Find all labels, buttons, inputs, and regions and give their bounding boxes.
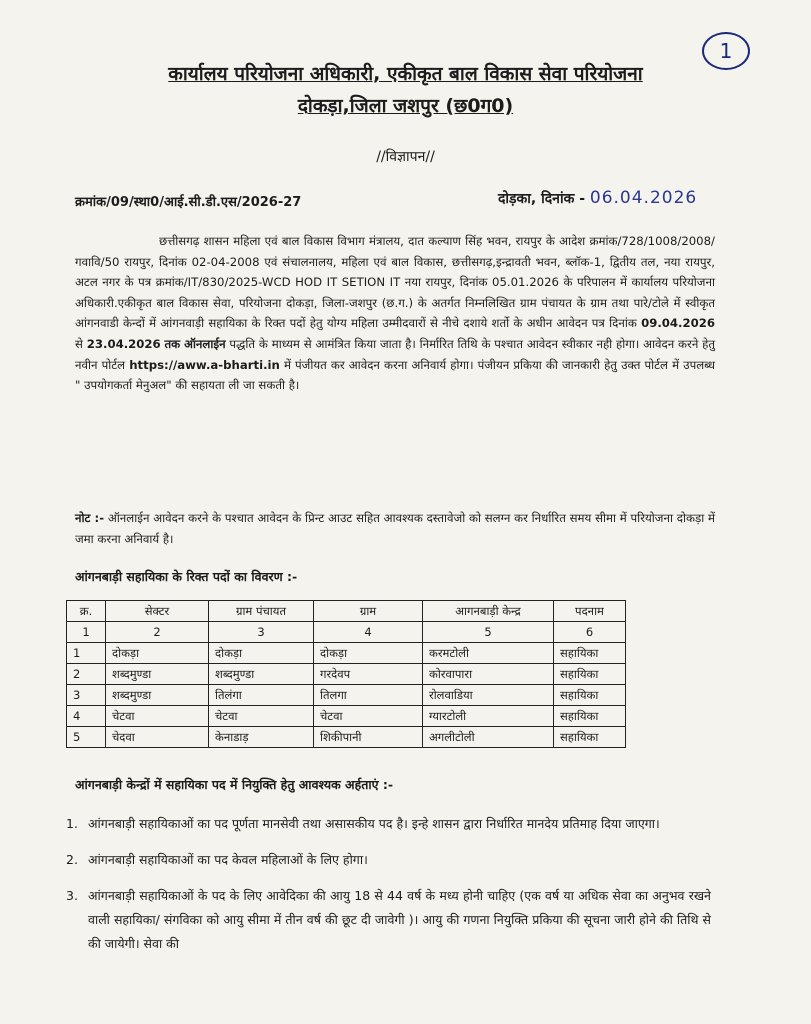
cell-anganwadi-centre: कोरवापारा xyxy=(423,664,554,685)
paragraph-text-a: छत्तीसगढ़ शासन महिला एवं बाल विकास विभाग मंत्रालय, दात कल्याण सिंह भवन, रायपुर के आदेश क्रमांक/728/1008/2008/गवावि/50 रायपुर, दिनांक 02-04-2008 एवं संचालनालय, महिला एवं बाल विकास, छत्तीसगढ़,इन्द्रावती भवन, ब्लॉक-1, द्वितीय तल, नया रायपुर, अटल नगर के पत्र क्रमांक/IT/830/2025-WCD HOD IT SETION IT नया रायपुर, दिनांक 05.01.2026 के परिपालन में कार्यालय परियोजना अधिकारी.एकीकृत बाल विकास सेवा, परियोजना दोकड़ा, जिला-जशपुर (छ.ग.) के अतर्गत निम्नलिखित ग्राम पंचायत के ग्राम तथा पारे/टोले में स्वीकृत आंगनवाडी केन्दों में आंगनवाड़ी सहायिका के रिक्त पदों हेतु योग्य महिला उम्मीदवारों से नीचे दशाये शर्तो के अधीन आवेदन पत्र दिनांक xyxy=(75,234,715,331)
cell-anganwadi-centre: ग्यारटोली xyxy=(423,706,554,727)
paragraph-text-b: से xyxy=(75,336,83,351)
vacancy-section-title: आंगनबाड़ी सहायिका के रिक्त पदों का विवरण :- xyxy=(75,569,298,584)
table-row xyxy=(67,706,626,727)
table-row xyxy=(67,727,626,748)
paragraph-text-d: पद्धति के माध्यम से आमंत्रित किया जाता है। निर्मारित तिथि के पश्चात आवेदन स्वीकार नही होगा। आवेदन करने हेतु नवीन पोर्टल xyxy=(75,336,715,372)
list-item xyxy=(66,848,711,872)
item-text: आंगनबाड़ी सहायिकाओं का पद पूर्णता मानसेवी तथा असासकीय पद है। इन्हे शासन द्वारा निर्धारित मानदेय प्रतिमाह दिया जाएगा। xyxy=(88,816,660,831)
cell-gram: दोकड़ा xyxy=(314,643,423,664)
cell-gram-panchayat: चेटवा xyxy=(209,706,314,727)
index-cell: 2 xyxy=(106,622,209,643)
index-cell: 1 xyxy=(67,622,106,643)
cell-gram-panchayat: केनाडाड़ xyxy=(209,727,314,748)
reference-number: क्रमांक/09/स्था0/आई.सी.डी.एस/2026-27 xyxy=(75,195,302,210)
cell-sector: शब्दमुण्डा xyxy=(106,664,209,685)
portal-url: https://aww.a-bharti.in xyxy=(129,357,280,372)
table-row xyxy=(67,685,626,706)
cell-gram: शिकीपानी xyxy=(314,727,423,748)
header-cell: ग्राम xyxy=(314,601,423,622)
cell-sector: शब्दमुण्डा xyxy=(106,685,209,706)
paragraph-text-c: तक xyxy=(164,336,181,351)
cell-anganwadi-centre: रोलवाडिया xyxy=(423,685,554,706)
date-from: 09.04.2026 xyxy=(641,316,715,331)
page-number-circle: 1 xyxy=(702,32,750,70)
cell-gram-panchayat: शब्दमुण्डा xyxy=(209,664,314,685)
note-paragraph xyxy=(75,508,715,549)
main-paragraph xyxy=(75,231,715,396)
place-date xyxy=(498,188,697,208)
cell-serial: 4 xyxy=(67,706,106,727)
cell-serial: 5 xyxy=(67,727,106,748)
cell-gram: गरदेवप xyxy=(314,664,423,685)
cell-gram: चेटवा xyxy=(314,706,423,727)
cell-post: सहायिका xyxy=(554,727,626,748)
place-date-label: दोड़का, दिनांक - xyxy=(498,191,586,207)
item-number: 3. xyxy=(66,888,78,903)
table-row xyxy=(67,664,626,685)
index-cell: 3 xyxy=(209,622,314,643)
date-to: 23.04.2026 xyxy=(86,336,161,351)
office-title: कार्यालय परियोजना अधिकारी, एकीकृत बाल विकास सेवा परियोजना xyxy=(168,63,643,85)
cell-post: सहायिका xyxy=(554,685,626,706)
item-text: आंगनबाड़ी सहायिकाओं का पद केवल महिलाओं के लिए होगा। xyxy=(88,852,368,867)
office-location: दोकड़ा,जिला जशपुर (छ0ग0) xyxy=(297,95,514,117)
cell-post: सहायिका xyxy=(554,643,626,664)
online-label: ऑनलाईन xyxy=(183,336,226,351)
cell-gram: तिलगा xyxy=(314,685,423,706)
cell-serial: 3 xyxy=(67,685,106,706)
cell-gram-panchayat: दोकड़ा xyxy=(209,643,314,664)
cell-serial: 1 xyxy=(67,643,106,664)
vacancy-table xyxy=(66,600,626,748)
cell-sector: चेदवा xyxy=(106,727,209,748)
item-number: 1. xyxy=(66,816,78,831)
table-index-row xyxy=(67,622,626,643)
requirements-list xyxy=(66,812,711,968)
header-cell: पदनाम xyxy=(554,601,626,622)
cell-post: सहायिका xyxy=(554,706,626,727)
item-text: आंगनबाड़ी सहायिकाओं के पद के लिए आवेदिका की आयु 18 से 44 वर्ष के मध्य होनी चाहिए (एक वर्ष या अधिक सेवा का अनुभव रखने वाली सहायिका/ संगविका को आयु सीमा में तीन वर्ष की छूट दी जावेगी )। आयु की गणना नियुक्ति प्रकिया की सूचना जारी होने की तिथि से की जायेगी। सेवा की xyxy=(88,888,711,951)
cell-sector: दोकड़ा xyxy=(106,643,209,664)
requirements-title: आंगनबाड़ी केन्द्रों में सहायिका पद में नियुक्ति हेतु आवश्यक अर्हताएं :- xyxy=(75,777,394,792)
header-cell: क्र. xyxy=(67,601,106,622)
header-cell: ग्राम पंचायत xyxy=(209,601,314,622)
header-cell: आगनबाड़ी केन्द्र xyxy=(423,601,554,622)
handwritten-date: 06.04.2026 xyxy=(589,188,698,208)
cell-anganwadi-centre: करमटोली xyxy=(423,643,554,664)
index-cell: 4 xyxy=(314,622,423,643)
note-label: नोट :- xyxy=(75,511,105,525)
cell-gram-panchayat: तिलंगा xyxy=(209,685,314,706)
cell-serial: 2 xyxy=(67,664,106,685)
notice-label: //विज्ञापन// xyxy=(376,149,435,165)
cell-post: सहायिका xyxy=(554,664,626,685)
list-item xyxy=(66,884,711,956)
table-header-row xyxy=(67,601,626,622)
index-cell: 6 xyxy=(554,622,626,643)
item-number: 2. xyxy=(66,852,78,867)
list-item xyxy=(66,812,711,836)
note-text: ऑनलाईन आवेदन करने के पश्चात आवेदन के प्रिन्ट आउट सहित आवश्यक दस्तावेजो को सलग्न कर निर्धारित समय सीमा में परियोजना दोकड़ा में जमा करना अनिवार्य है। xyxy=(75,511,716,546)
header-cell: सेक्टर xyxy=(106,601,209,622)
cell-anganwadi-centre: अगलीटोली xyxy=(423,727,554,748)
index-cell: 5 xyxy=(423,622,554,643)
paragraph-text-e: में पंजीयत कर आवेदन करना अनिवार्य होगा। पंजीयन प्रकिया की जानकारी हेतु उक्त पोर्टल में उपलब्ध " उपयोगकर्ता मेनुअल" की सहायता ली जा सकती है। xyxy=(75,357,716,393)
cell-sector: चेटवा xyxy=(106,706,209,727)
table-row xyxy=(67,643,626,664)
